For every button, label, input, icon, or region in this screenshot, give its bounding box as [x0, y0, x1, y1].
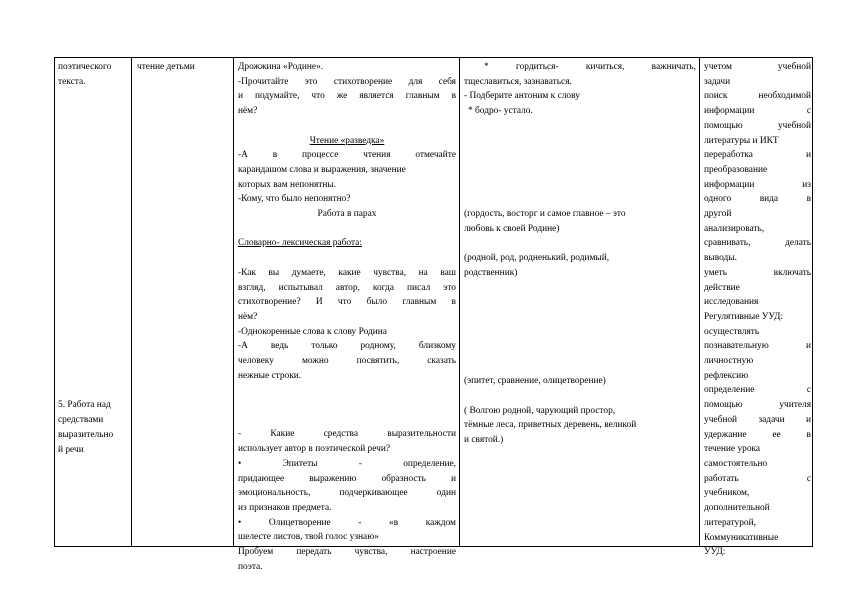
text-line: - Какие средства выразительности [238, 429, 456, 440]
outcome-line: одного вида в [704, 194, 811, 205]
outcome-line: уметь включать [704, 267, 811, 278]
outcome-line: литературы и ИКТ [704, 135, 779, 146]
text-line: * бодро- устало. [468, 106, 533, 117]
stage-column [58, 60, 129, 544]
outcome-line: дополнительной [704, 503, 770, 514]
outcome-line: удержание ее в [704, 429, 811, 440]
vocab-heading: Словарно- лексическая работа: [238, 238, 362, 249]
work-form-column [137, 60, 231, 544]
text-line: -Как вы думаете, какие чувства, на ваш [238, 267, 456, 278]
pair-work-heading: Работа в парах [317, 209, 377, 220]
text-line: взгляд, испытывал автор, когда писал это [238, 282, 456, 293]
outcome-line: действие [704, 282, 740, 293]
text-line: использует автор в поэтической речи? [238, 444, 391, 455]
text-line: стихотворение? И что было главным в [238, 297, 456, 308]
column-divider [233, 58, 234, 546]
outcomes-column [704, 60, 811, 558]
outcome-line: сравнивать, делать [704, 238, 811, 249]
outcome-line: учетом учебной [704, 62, 811, 72]
outcome-line: помощью учителя [704, 400, 811, 411]
text-line: родственник) [464, 267, 518, 278]
outcome-heading: Коммуникативные [704, 532, 779, 543]
bullet-line: • Олицетворение - «в каждом [238, 517, 456, 528]
column-divider [131, 58, 132, 546]
outcome-line: преобразование [704, 164, 768, 175]
text-line: (эпитет, сравнение, олицетворение) [464, 376, 606, 387]
outcome-line: информации с [704, 106, 811, 117]
text-line: шелесте листов, твой голос узнаю» [238, 532, 379, 543]
outcome-line: рефлексию [704, 370, 749, 381]
bullet-line: • Эпитеты - определение, [238, 458, 456, 469]
text-line: ( Волгою родной, чарующий простор, [464, 405, 616, 416]
text-line: любовь к своей Родине) [464, 223, 560, 234]
text-line: -Прочитайте это стихотворение для себя [238, 76, 456, 87]
outcome-line: познавательную и [704, 341, 811, 352]
text-line: нежные строки. [238, 370, 302, 381]
stage-title: средствами [58, 415, 104, 426]
text-line: и святой.) [464, 435, 504, 446]
outcome-heading: Регулятивные УУД: [704, 311, 784, 322]
text-line: поэта. [238, 561, 263, 572]
stage-text: текста. [58, 76, 86, 87]
column-divider [459, 58, 460, 546]
reading-heading: Чтение «разведка» [309, 135, 385, 146]
outcome-line: учебником, [704, 488, 750, 499]
text-line: - Подберите антоним к слову [464, 91, 580, 102]
outcome-line: осуществлять [704, 326, 760, 337]
stage-title: выразительно [58, 429, 114, 440]
lesson-table [54, 57, 813, 572]
text-line: (гордость, восторг и самое главное – это [464, 208, 626, 219]
outcome-line: другой [704, 209, 732, 220]
outcome-line: информации из [704, 179, 811, 190]
outcome-line: учебной задачи и [704, 414, 811, 425]
outcome-line: помощью учебной [704, 120, 811, 131]
outcome-line: определение с [704, 385, 811, 396]
outcome-line: работать с [704, 473, 811, 484]
stage-title: й речи [58, 444, 84, 455]
work-form-text: чтение детьми [137, 62, 195, 72]
text-line: -Кому, что было непонятно? [238, 194, 351, 205]
text-line: придающее выражению образность и [238, 473, 456, 484]
teacher-activity-column [238, 60, 456, 572]
stage-text: поэтического [58, 62, 112, 72]
outcome-line: анализировать, [704, 223, 765, 234]
outcome-line: личностную [704, 356, 754, 367]
text-line: -А ведь только родному, близкому [238, 341, 456, 352]
text-line: и подумайте, что же является главным в [238, 91, 456, 102]
text-line: карандашом слова и выражения, значение [238, 164, 406, 175]
text-line: тёмные леса, приветных деревень, великой [464, 420, 637, 431]
outcome-line: исследования [704, 297, 759, 308]
outcome-heading: УУД: [704, 547, 726, 558]
outcome-line: поиск необходимой [704, 91, 811, 102]
text-line: Пробуем передать чувства, настроение [238, 547, 456, 558]
text-line: (родной, род, родненький, родимый, [464, 252, 610, 263]
text-line: нём? [238, 106, 258, 117]
outcome-line: течение урока [704, 444, 761, 455]
outcome-line: самостоятельно [704, 458, 768, 469]
text-line: нём? [238, 311, 258, 322]
column-divider [699, 58, 700, 546]
poem-title: Дрожжина «Родине». [238, 62, 324, 72]
text-line: -Однокоренные слова к слову Родина [238, 326, 387, 337]
outcome-line: переработка и [704, 150, 811, 161]
student-activity-column [464, 60, 696, 544]
text-line: эмоциональность, подчеркивающее один [238, 488, 456, 499]
text-line: тщеславиться, зазнаваться. [464, 76, 572, 87]
text-line: -А в процессе чтения отмечайте [238, 150, 456, 161]
text-line: из признаков предмета. [238, 503, 332, 513]
text-line: * гордиться- кичиться, важничать, [484, 62, 696, 72]
outcome-line: задачи [704, 76, 731, 87]
stage-title: 5. Работа над [58, 400, 111, 411]
text-line: которых вам непонятны. [238, 179, 337, 190]
outcome-line: литературой, [704, 517, 756, 528]
text-line: человеку можно посвятить, сказать [238, 356, 456, 367]
outcome-line: выводы. [704, 253, 737, 264]
